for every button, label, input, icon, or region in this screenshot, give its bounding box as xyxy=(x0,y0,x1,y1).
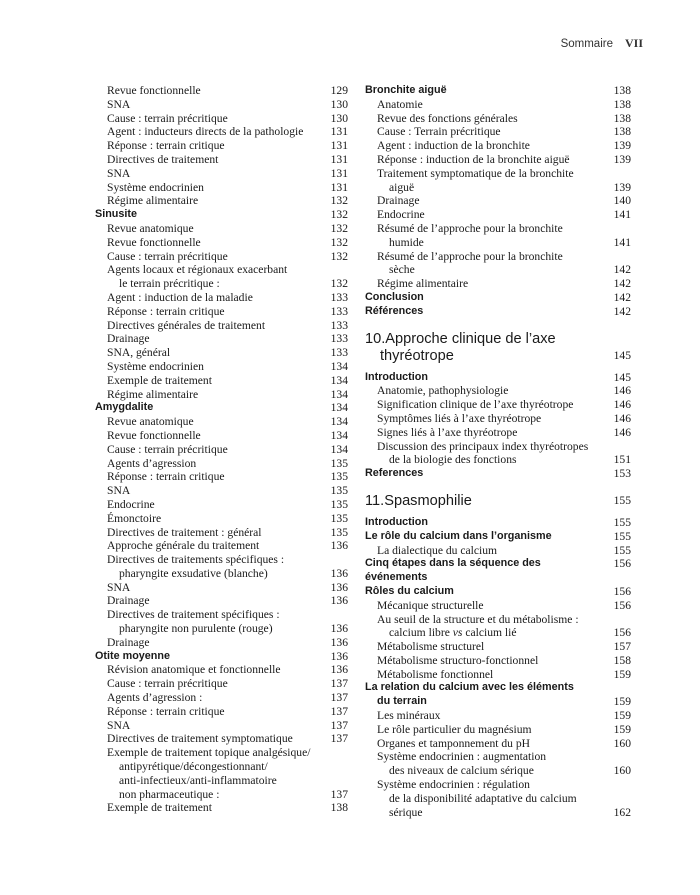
toc-entry-title-continuation: sérique xyxy=(389,805,423,819)
toc-page-number: 132 xyxy=(330,208,348,222)
toc-entry xyxy=(365,167,631,195)
toc-entry xyxy=(95,484,348,498)
toc-entry-title: Système endocrinien : augmentation xyxy=(377,750,547,764)
toc-entry-title: Directives générales de traitement xyxy=(107,318,266,332)
toc-page-number: 138 xyxy=(613,111,631,125)
toc-page-number: 137 xyxy=(330,787,348,801)
toc-entry-title: La dialectique du calcium xyxy=(377,543,498,557)
toc-page-number: 131 xyxy=(330,166,348,180)
toc-page-number: 142 xyxy=(613,290,631,304)
toc-page-number: 135 xyxy=(330,497,348,511)
toc-page-number: 131 xyxy=(330,139,348,153)
toc-section-entry xyxy=(95,401,348,415)
toc-page-number: 158 xyxy=(613,653,631,667)
toc-entry xyxy=(365,125,631,139)
toc-entry-title: Cause : terrain précritique xyxy=(107,677,228,691)
toc-entry-title: Agent : inducteurs directs de la pathologie xyxy=(107,125,304,139)
toc-page-number: 133 xyxy=(330,318,348,332)
toc-page-number: 134 xyxy=(330,387,348,401)
toc-page-number: 153 xyxy=(613,467,631,481)
toc-entry-title-continuation: calcium libre vs calcium lié xyxy=(389,626,517,640)
toc-page-number: 156 xyxy=(613,557,631,571)
toc-entry xyxy=(95,222,348,236)
toc-entry-title: Endocrine xyxy=(377,208,425,222)
toc-page-number: 146 xyxy=(613,425,631,439)
toc-entry-title: Système endocrinien xyxy=(107,359,204,373)
toc-page-number: 156 xyxy=(613,584,631,598)
toc-entry xyxy=(365,640,631,654)
toc-entry-title: Endocrine xyxy=(107,497,155,511)
toc-entry xyxy=(95,526,348,540)
toc-entry-title: La relation du calcium avec les éléments xyxy=(365,681,574,694)
toc-entry xyxy=(95,153,348,167)
toc-section-entry xyxy=(95,208,348,222)
toc-entry-title-continuation: non pharmaceutique : xyxy=(119,787,220,801)
toc-entry-title: Conclusion xyxy=(365,290,424,303)
toc-entry-title: Système endocrinien : régulation xyxy=(377,778,530,792)
toc-page-number: 136 xyxy=(330,566,348,580)
toc-entry xyxy=(365,440,631,468)
toc-entry-title: Exemple de traitement xyxy=(107,801,212,815)
toc-entry xyxy=(365,194,631,208)
toc-page-number: 157 xyxy=(613,640,631,654)
toc-page-number: 136 xyxy=(330,663,348,677)
toc-page-number: 134 xyxy=(330,401,348,415)
toc-page-number: 137 xyxy=(330,718,348,732)
toc-entry xyxy=(95,415,348,429)
toc-entry-title: Approche générale du traitement xyxy=(107,539,260,553)
toc-page-number: 138 xyxy=(613,125,631,139)
toc-page-number: 146 xyxy=(613,384,631,398)
toc-entry xyxy=(95,429,348,443)
toc-entry xyxy=(365,222,631,250)
toc-entry xyxy=(95,443,348,457)
toc-entry-title: Résumé de l’approche pour la bronchite xyxy=(377,249,563,263)
toc-page-number: 138 xyxy=(613,97,631,111)
toc-page-number: 136 xyxy=(330,649,348,663)
toc-page-number: 130 xyxy=(330,111,348,125)
toc-entry-title-continuation: pharyngite exsudative (blanche) xyxy=(119,566,268,580)
toc-entry-title: References xyxy=(365,467,424,480)
toc-page-number: 160 xyxy=(613,764,631,778)
toc-page-number: 155 xyxy=(613,515,631,529)
toc-entry-title: Métabolisme structurel xyxy=(377,640,485,654)
toc-page-number: 146 xyxy=(613,398,631,412)
toc-entry xyxy=(95,346,348,360)
toc-entry-title: Directives de traitements spécifiques : xyxy=(107,553,285,567)
toc-entry-title: Bronchite aiguë xyxy=(365,84,447,96)
toc-entry xyxy=(95,374,348,388)
toc-entry-title: Introduction xyxy=(365,515,428,528)
toc-entry xyxy=(365,384,631,398)
toc-entry-title: Revue fonctionnelle xyxy=(107,428,201,442)
toc-entry xyxy=(95,305,348,319)
toc-entry-title: Drainage xyxy=(107,635,150,649)
toc-entry xyxy=(95,263,348,291)
toc-entry-title-continuation: aiguë xyxy=(389,180,415,194)
toc-entry xyxy=(95,84,348,98)
toc-page-number: 133 xyxy=(330,304,348,318)
toc-entry xyxy=(365,398,631,412)
toc-page-number: 141 xyxy=(613,208,631,222)
toc-entry-title: Régime alimentaire xyxy=(107,387,199,401)
toc-entry xyxy=(365,654,631,668)
toc-page-number: 159 xyxy=(613,722,631,736)
toc-entry-title-continuation: humide xyxy=(389,235,424,249)
toc-entry-title: SNA xyxy=(107,166,131,180)
toc-page-number: 131 xyxy=(330,125,348,139)
toc-section-entry xyxy=(365,305,631,319)
toc-page-number: 136 xyxy=(330,580,348,594)
toc-section-entry xyxy=(95,650,348,664)
toc-chapter-heading xyxy=(365,331,631,365)
toc-page-number: 135 xyxy=(330,484,348,498)
toc-entry xyxy=(95,801,348,815)
toc-entry xyxy=(365,599,631,613)
toc-entry-title: Revue anatomique xyxy=(107,221,194,235)
running-header xyxy=(561,36,643,51)
toc-entry-title: Agents locaux et régionaux exacerbant xyxy=(107,263,288,277)
chapter-title: Approche clinique de l’axe xyxy=(385,330,556,347)
toc-left-column xyxy=(95,84,348,815)
toc-entry-title: Métabolisme fonctionnel xyxy=(377,667,494,681)
toc-entry-title: Métabolisme structuro-fonctionnel xyxy=(377,653,539,667)
toc-entry-title: Références xyxy=(365,304,424,317)
toc-section-entry xyxy=(365,585,631,599)
toc-section-entry xyxy=(365,84,631,98)
toc-section-entry xyxy=(365,557,631,585)
toc-entry-title: Les minéraux xyxy=(377,709,441,723)
toc-page-number: 142 xyxy=(613,304,631,318)
toc-page-number: 139 xyxy=(613,180,631,194)
toc-section-entry xyxy=(365,371,631,385)
toc-entry xyxy=(95,360,348,374)
toc-page-number: 136 xyxy=(330,594,348,608)
toc-right-column xyxy=(365,84,631,819)
toc-page-number: 159 xyxy=(613,667,631,681)
toc-page-number: 134 xyxy=(330,373,348,387)
toc-entry-title: Révision anatomique et fonctionnelle xyxy=(107,663,281,677)
toc-entry xyxy=(365,778,631,819)
toc-entry xyxy=(95,608,348,636)
toc-entry xyxy=(95,250,348,264)
toc-entry-title: Cinq étapes dans la séquence des événements xyxy=(365,557,541,584)
toc-page-number: 134 xyxy=(330,428,348,442)
toc-chapter-heading xyxy=(365,493,631,510)
toc-entry xyxy=(95,691,348,705)
toc-entry-title: Régime alimentaire xyxy=(107,194,199,208)
toc-entry xyxy=(365,544,631,558)
toc-entry-title: Discussion des principaux index thyréotropes xyxy=(377,439,589,453)
toc-entry xyxy=(95,98,348,112)
toc-entry-title: Cause : terrain précritique xyxy=(107,111,228,125)
toc-page-number: 129 xyxy=(330,84,348,97)
toc-entry xyxy=(95,319,348,333)
toc-entry-title-continuation: de la disponibilité adaptative du calcium xyxy=(389,791,577,805)
toc-page-number: 134 xyxy=(330,359,348,373)
toc-entry-title: Drainage xyxy=(107,332,150,346)
toc-entry xyxy=(95,539,348,553)
toc-entry-title-continuation: sèche xyxy=(389,263,415,277)
toc-page-number: 145 xyxy=(613,370,631,384)
toc-entry xyxy=(365,208,631,222)
toc-page-number: 141 xyxy=(613,235,631,249)
toc-entry xyxy=(95,125,348,139)
toc-entry-title: Directives de traitement xyxy=(107,152,219,166)
toc-entry xyxy=(95,663,348,677)
toc-page-number: 135 xyxy=(330,456,348,470)
header-section-title: Sommaire xyxy=(560,38,613,50)
toc-entry xyxy=(365,668,631,682)
toc-entry xyxy=(365,250,631,278)
toc-entry xyxy=(95,139,348,153)
toc-page-number: 139 xyxy=(613,139,631,153)
toc-entry xyxy=(95,512,348,526)
toc-entry-title: Sinusite xyxy=(95,208,137,221)
toc-entry xyxy=(95,457,348,471)
toc-page-number: 132 xyxy=(330,249,348,263)
toc-section-entry xyxy=(365,516,631,530)
toc-entry-title: Exemple de traitement topique analgésique/ xyxy=(107,746,311,760)
toc-page-number: 135 xyxy=(330,470,348,484)
toc-page-number: 134 xyxy=(330,442,348,456)
toc-entry xyxy=(95,167,348,181)
toc-page-number: 137 xyxy=(330,704,348,718)
toc-page-number: 134 xyxy=(330,415,348,429)
toc-entry xyxy=(365,98,631,112)
toc-entry-title: Amygdalite xyxy=(95,401,154,414)
toc-page-number: 133 xyxy=(330,332,348,346)
header-page-number: VII xyxy=(624,36,643,50)
toc-entry xyxy=(95,194,348,208)
toc-entry xyxy=(95,636,348,650)
toc-page-number: 162 xyxy=(613,805,631,819)
toc-entry-title-continuation: du terrain xyxy=(377,695,427,708)
toc-entry-title: Revue fonctionnelle xyxy=(107,235,201,249)
toc-entry-title: Régime alimentaire xyxy=(377,277,469,291)
toc-entry xyxy=(95,181,348,195)
toc-entry-title: Directives de traitement symptomatique xyxy=(107,732,293,746)
toc-entry-title: Rôles du calcium xyxy=(365,584,454,597)
toc-page-number: 135 xyxy=(330,511,348,525)
toc-entry-title: Cause : Terrain précritique xyxy=(377,125,501,139)
toc-entry-title: Anatomie, pathophysiologie xyxy=(377,384,509,398)
toc-page-number: 130 xyxy=(330,97,348,111)
toc-entry xyxy=(95,470,348,484)
toc-page-number: 146 xyxy=(613,411,631,425)
toc-section-entry xyxy=(365,467,631,481)
toc-page-number: 137 xyxy=(330,677,348,691)
toc-page-number: 142 xyxy=(613,277,631,291)
toc-page-number: 132 xyxy=(330,194,348,208)
toc-entry-title: Drainage xyxy=(107,594,150,608)
toc-entry-title: Exemple de traitement xyxy=(107,373,212,387)
toc-entry-title: Réponse : terrain critique xyxy=(107,139,225,153)
toc-section-entry xyxy=(365,530,631,544)
toc-entry xyxy=(95,677,348,691)
toc-entry-title: Anatomie xyxy=(377,97,423,111)
toc-section-entry xyxy=(365,681,631,709)
toc-entry-title: SNA xyxy=(107,97,131,111)
toc-entry-title: Émonctoire xyxy=(107,511,162,525)
toc-entry-title: Système endocrinien xyxy=(107,180,204,194)
toc-page-number: 156 xyxy=(613,598,631,612)
toc-entry xyxy=(365,750,631,778)
chapter-page-number: 155 xyxy=(613,493,631,507)
toc-entry xyxy=(365,737,631,751)
toc-entry-title: Otite moyenne xyxy=(95,649,170,662)
toc-entry-title: Revue fonctionnelle xyxy=(107,84,201,97)
toc-entry-title: SNA xyxy=(107,580,131,594)
toc-entry-title: Directives de traitement : général xyxy=(107,525,262,539)
toc-entry xyxy=(365,426,631,440)
toc-entry-title: Traitement symptomatique de la bronchite xyxy=(377,166,574,180)
toc-entry xyxy=(95,332,348,346)
chapter-title: Spasmophilie xyxy=(384,492,472,509)
toc-entry xyxy=(365,139,631,153)
toc-page-number: 133 xyxy=(330,290,348,304)
toc-entry-title: Le rôle du calcium dans l’organisme xyxy=(365,529,552,542)
toc-page-number: 155 xyxy=(613,529,631,543)
toc-entry-title-continuation: de la biologie des fonctions xyxy=(389,453,517,467)
chapter-title-continuation: thyréotrope xyxy=(380,347,454,364)
toc-entry-title: Réponse : terrain critique xyxy=(107,304,225,318)
toc-page-number: 131 xyxy=(330,152,348,166)
toc-entry xyxy=(95,732,348,746)
toc-entry-title: SNA xyxy=(107,484,131,498)
toc-page-number: 136 xyxy=(330,539,348,553)
toc-page-number: 142 xyxy=(613,263,631,277)
toc-page-number: 137 xyxy=(330,691,348,705)
toc-entry-title: Réponse : terrain critique xyxy=(107,704,225,718)
toc-page-number: 139 xyxy=(613,152,631,166)
toc-entry xyxy=(95,581,348,595)
toc-entry-title-continuation: pharyngite non purulente (rouge) xyxy=(119,622,273,636)
toc-entry-title: Agents d’agression xyxy=(107,456,197,470)
toc-entry-title-continuation: le terrain précritique : xyxy=(119,277,220,291)
toc-section-entry xyxy=(365,291,631,305)
toc-entry-title-continuation: antipyrétique/décongestionnant/ xyxy=(119,760,268,774)
toc-entry-title: Le rôle particulier du magnésium xyxy=(377,722,532,736)
toc-entry-title-continuation: anti-infectieux/anti-inflammatoire xyxy=(119,773,277,787)
toc-page-number: 136 xyxy=(330,635,348,649)
toc-page-number: 131 xyxy=(330,180,348,194)
toc-page-number: 156 xyxy=(613,626,631,640)
toc-entry xyxy=(95,553,348,581)
toc-entry-title: Résumé de l’approche pour la bronchite xyxy=(377,221,563,235)
toc-page-number: 138 xyxy=(330,801,348,815)
toc-entry xyxy=(95,388,348,402)
toc-entry xyxy=(95,291,348,305)
toc-entry xyxy=(95,705,348,719)
toc-entry-title: Agents d’agression : xyxy=(107,691,203,705)
toc-entry-title: Directives de traitement spécifiques : xyxy=(107,608,280,622)
toc-entry-title: Drainage xyxy=(377,194,420,208)
toc-entry-title: Revue des fonctions générales xyxy=(377,111,518,125)
toc-page-number: 138 xyxy=(613,84,631,97)
toc-entry-title-continuation: des niveaux de calcium sérique xyxy=(389,764,534,778)
toc-page-number: 140 xyxy=(613,194,631,208)
toc-entry-title: Organes et tamponnement du pH xyxy=(377,736,531,750)
toc-entry xyxy=(365,709,631,723)
toc-entry-title: Revue anatomique xyxy=(107,415,194,429)
toc-page-number: 136 xyxy=(330,622,348,636)
toc-entry xyxy=(365,153,631,167)
toc-entry xyxy=(95,746,348,801)
toc-page-number: 155 xyxy=(613,543,631,557)
toc-entry xyxy=(365,277,631,291)
toc-entry xyxy=(365,613,631,641)
toc-entry xyxy=(365,723,631,737)
toc-entry xyxy=(95,594,348,608)
toc-entry-title: Signification clinique de l’axe thyréotrope xyxy=(377,398,574,412)
toc-entry-title: Cause : terrain précritique xyxy=(107,249,228,263)
toc-entry-title: Mécanique structurelle xyxy=(377,598,484,612)
toc-entry xyxy=(95,719,348,733)
toc-entry-title: Réponse : terrain critique xyxy=(107,470,225,484)
toc-page-number: 160 xyxy=(613,736,631,750)
toc-page-number: 151 xyxy=(613,453,631,467)
toc-entry-title: Réponse : induction de la bronchite aiguë xyxy=(377,152,570,166)
toc-entry-title: Introduction xyxy=(365,370,428,383)
chapter-number: 10. xyxy=(365,330,386,347)
toc-page-number: 159 xyxy=(613,695,631,709)
toc-entry-title: Symptômes liés à l’axe thyréotrope xyxy=(377,411,542,425)
toc-entry xyxy=(365,112,631,126)
toc-page-number: 135 xyxy=(330,525,348,539)
toc-entry-title: Cause : terrain précritique xyxy=(107,442,228,456)
toc-page-number: 159 xyxy=(613,709,631,723)
toc-entry xyxy=(95,112,348,126)
toc-entry xyxy=(365,412,631,426)
toc-entry-title: Signes liés à l’axe thyréotrope xyxy=(377,425,518,439)
toc-entry-title: Au seuil de la structure et du métabolisme : xyxy=(377,612,579,626)
toc-page-number: 132 xyxy=(330,221,348,235)
toc-page-number: 132 xyxy=(330,235,348,249)
toc-page-number: 133 xyxy=(330,346,348,360)
toc-entry xyxy=(95,498,348,512)
chapter-number: 11. xyxy=(365,492,385,509)
toc-entry-title: Agent : induction de la maladie xyxy=(107,290,253,304)
toc-entry-title: Agent : induction de la bronchite xyxy=(377,139,530,153)
toc-page-number: 137 xyxy=(330,732,348,746)
toc-entry xyxy=(95,236,348,250)
chapter-page-number: 145 xyxy=(613,348,631,362)
toc-entry-title: SNA, général xyxy=(107,346,171,360)
toc-page-number: 132 xyxy=(330,277,348,291)
toc-entry-title: SNA xyxy=(107,718,131,732)
